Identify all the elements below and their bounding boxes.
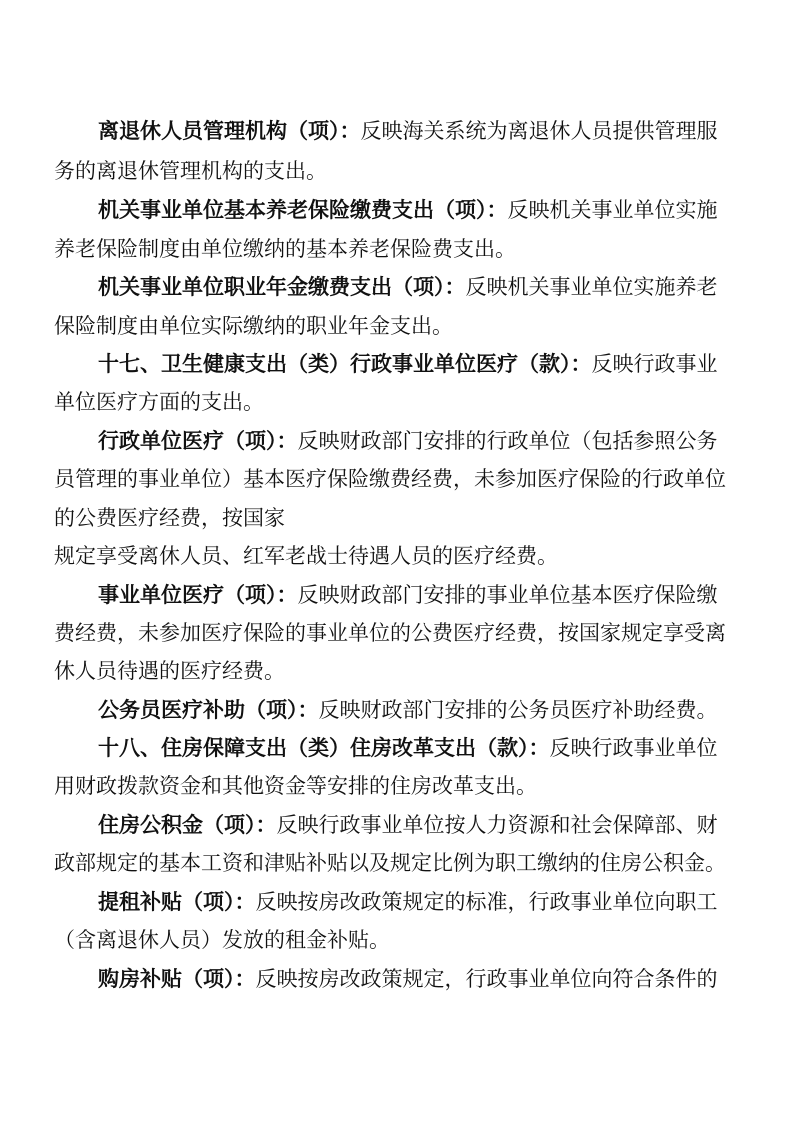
item-term: 事业单位医疗（项）：: [98, 583, 298, 607]
item-term: 十八、住房保障支出（类）住房改革支出（款）：: [98, 736, 550, 760]
paragraph-line: [0, 579, 800, 611]
item-term: 十七、卫生健康支出（类）行政事业单位医疗（款）：: [98, 352, 592, 376]
item-description: 费经费，未参加医疗保险的事业单位的公费医疗经费，按国家规定享受离: [54, 621, 726, 645]
paragraph-line: [0, 310, 800, 342]
item-term: 行政单位医疗（项）：: [98, 429, 298, 453]
paragraph-line: [0, 694, 800, 726]
item-description: 反映机关事业单位实施养老: [465, 275, 718, 299]
item-description: 用财政拨款资金和其他资金等安排的住房改革支出。: [54, 774, 537, 798]
paragraph-line: [0, 924, 800, 956]
paragraph-line: [0, 194, 800, 226]
item-term: 机关事业单位职业年金缴费支出（项）：: [98, 275, 466, 299]
item-description: 规定享受离休人员、红军老战士待遇人员的医疗经费。: [54, 544, 558, 568]
paragraph-line: [0, 115, 800, 147]
item-description: 休人员待遇的医疗经费。: [54, 659, 285, 683]
item-description: 反映行政事业单位按人力资源和社会保障部、财: [276, 813, 718, 837]
paragraph-line: [0, 617, 800, 649]
paragraph-line: [0, 155, 800, 187]
paragraph-line: [0, 963, 800, 995]
item-term: 机关事业单位基本养老保险缴费支出（项）：: [98, 198, 508, 222]
paragraph-line: [0, 502, 800, 534]
item-description: 反映财政部门安排的行政单位（包括参照公务: [297, 429, 718, 453]
paragraph-line: [0, 540, 800, 572]
item-description: 反映行政事业: [591, 352, 718, 376]
item-term: 公务员医疗补助（项）：: [98, 698, 319, 722]
item-description: 单位医疗方面的支出。: [54, 390, 264, 414]
item-description: 反映按房改政策规定的标准，行政事业单位向职工: [255, 890, 718, 914]
paragraph-line: [0, 809, 800, 841]
item-description: 员管理的事业单位）基本医疗保险缴费经费，未参加医疗保险的行政单位: [54, 467, 726, 491]
item-description: 反映按房改政策规定，行政事业单位向符合条件的: [255, 967, 718, 991]
paragraph-line: [0, 886, 800, 918]
item-description: 政部规定的基本工资和津贴补贴以及规定比例为职工缴纳的住房公积金。: [54, 851, 726, 875]
paragraph-line: [0, 770, 800, 802]
paragraph-line: [0, 463, 800, 495]
paragraph-line: [0, 348, 800, 380]
item-description: 养老保险制度由单位缴纳的基本养老保险费支出。: [54, 237, 516, 261]
item-description: 务的离退休管理机构的支出。: [54, 159, 327, 183]
item-description: （含离退休人员）发放的租金补贴。: [54, 928, 390, 952]
item-description: 反映行政事业单位: [549, 736, 718, 760]
paragraph-line: [0, 233, 800, 265]
item-term: 购房补贴（项）：: [98, 967, 256, 991]
paragraph-line: [0, 386, 800, 418]
item-description: 反映海关系统为离退休人员提供管理服: [360, 119, 718, 143]
item-description: 反映机关事业单位实施: [507, 198, 718, 222]
item-description: 反映财政部门安排的公务员医疗补助经费。: [318, 698, 718, 722]
item-description: 反映财政部门安排的事业单位基本医疗保险缴: [297, 583, 718, 607]
paragraph-line: [0, 271, 800, 303]
item-description: 保险制度由单位实际缴纳的职业年金支出。: [54, 314, 453, 338]
item-term: 住房公积金（项）：: [98, 813, 277, 837]
paragraph-line: [0, 847, 800, 879]
paragraph-line: [0, 655, 800, 687]
paragraph-line: [0, 732, 800, 764]
item-term: 提租补贴（项）：: [98, 890, 256, 914]
paragraph-line: [0, 425, 800, 457]
item-term: 离退休人员管理机构（项）：: [98, 119, 361, 143]
item-description: 的公费医疗经费，按国家: [54, 506, 285, 530]
